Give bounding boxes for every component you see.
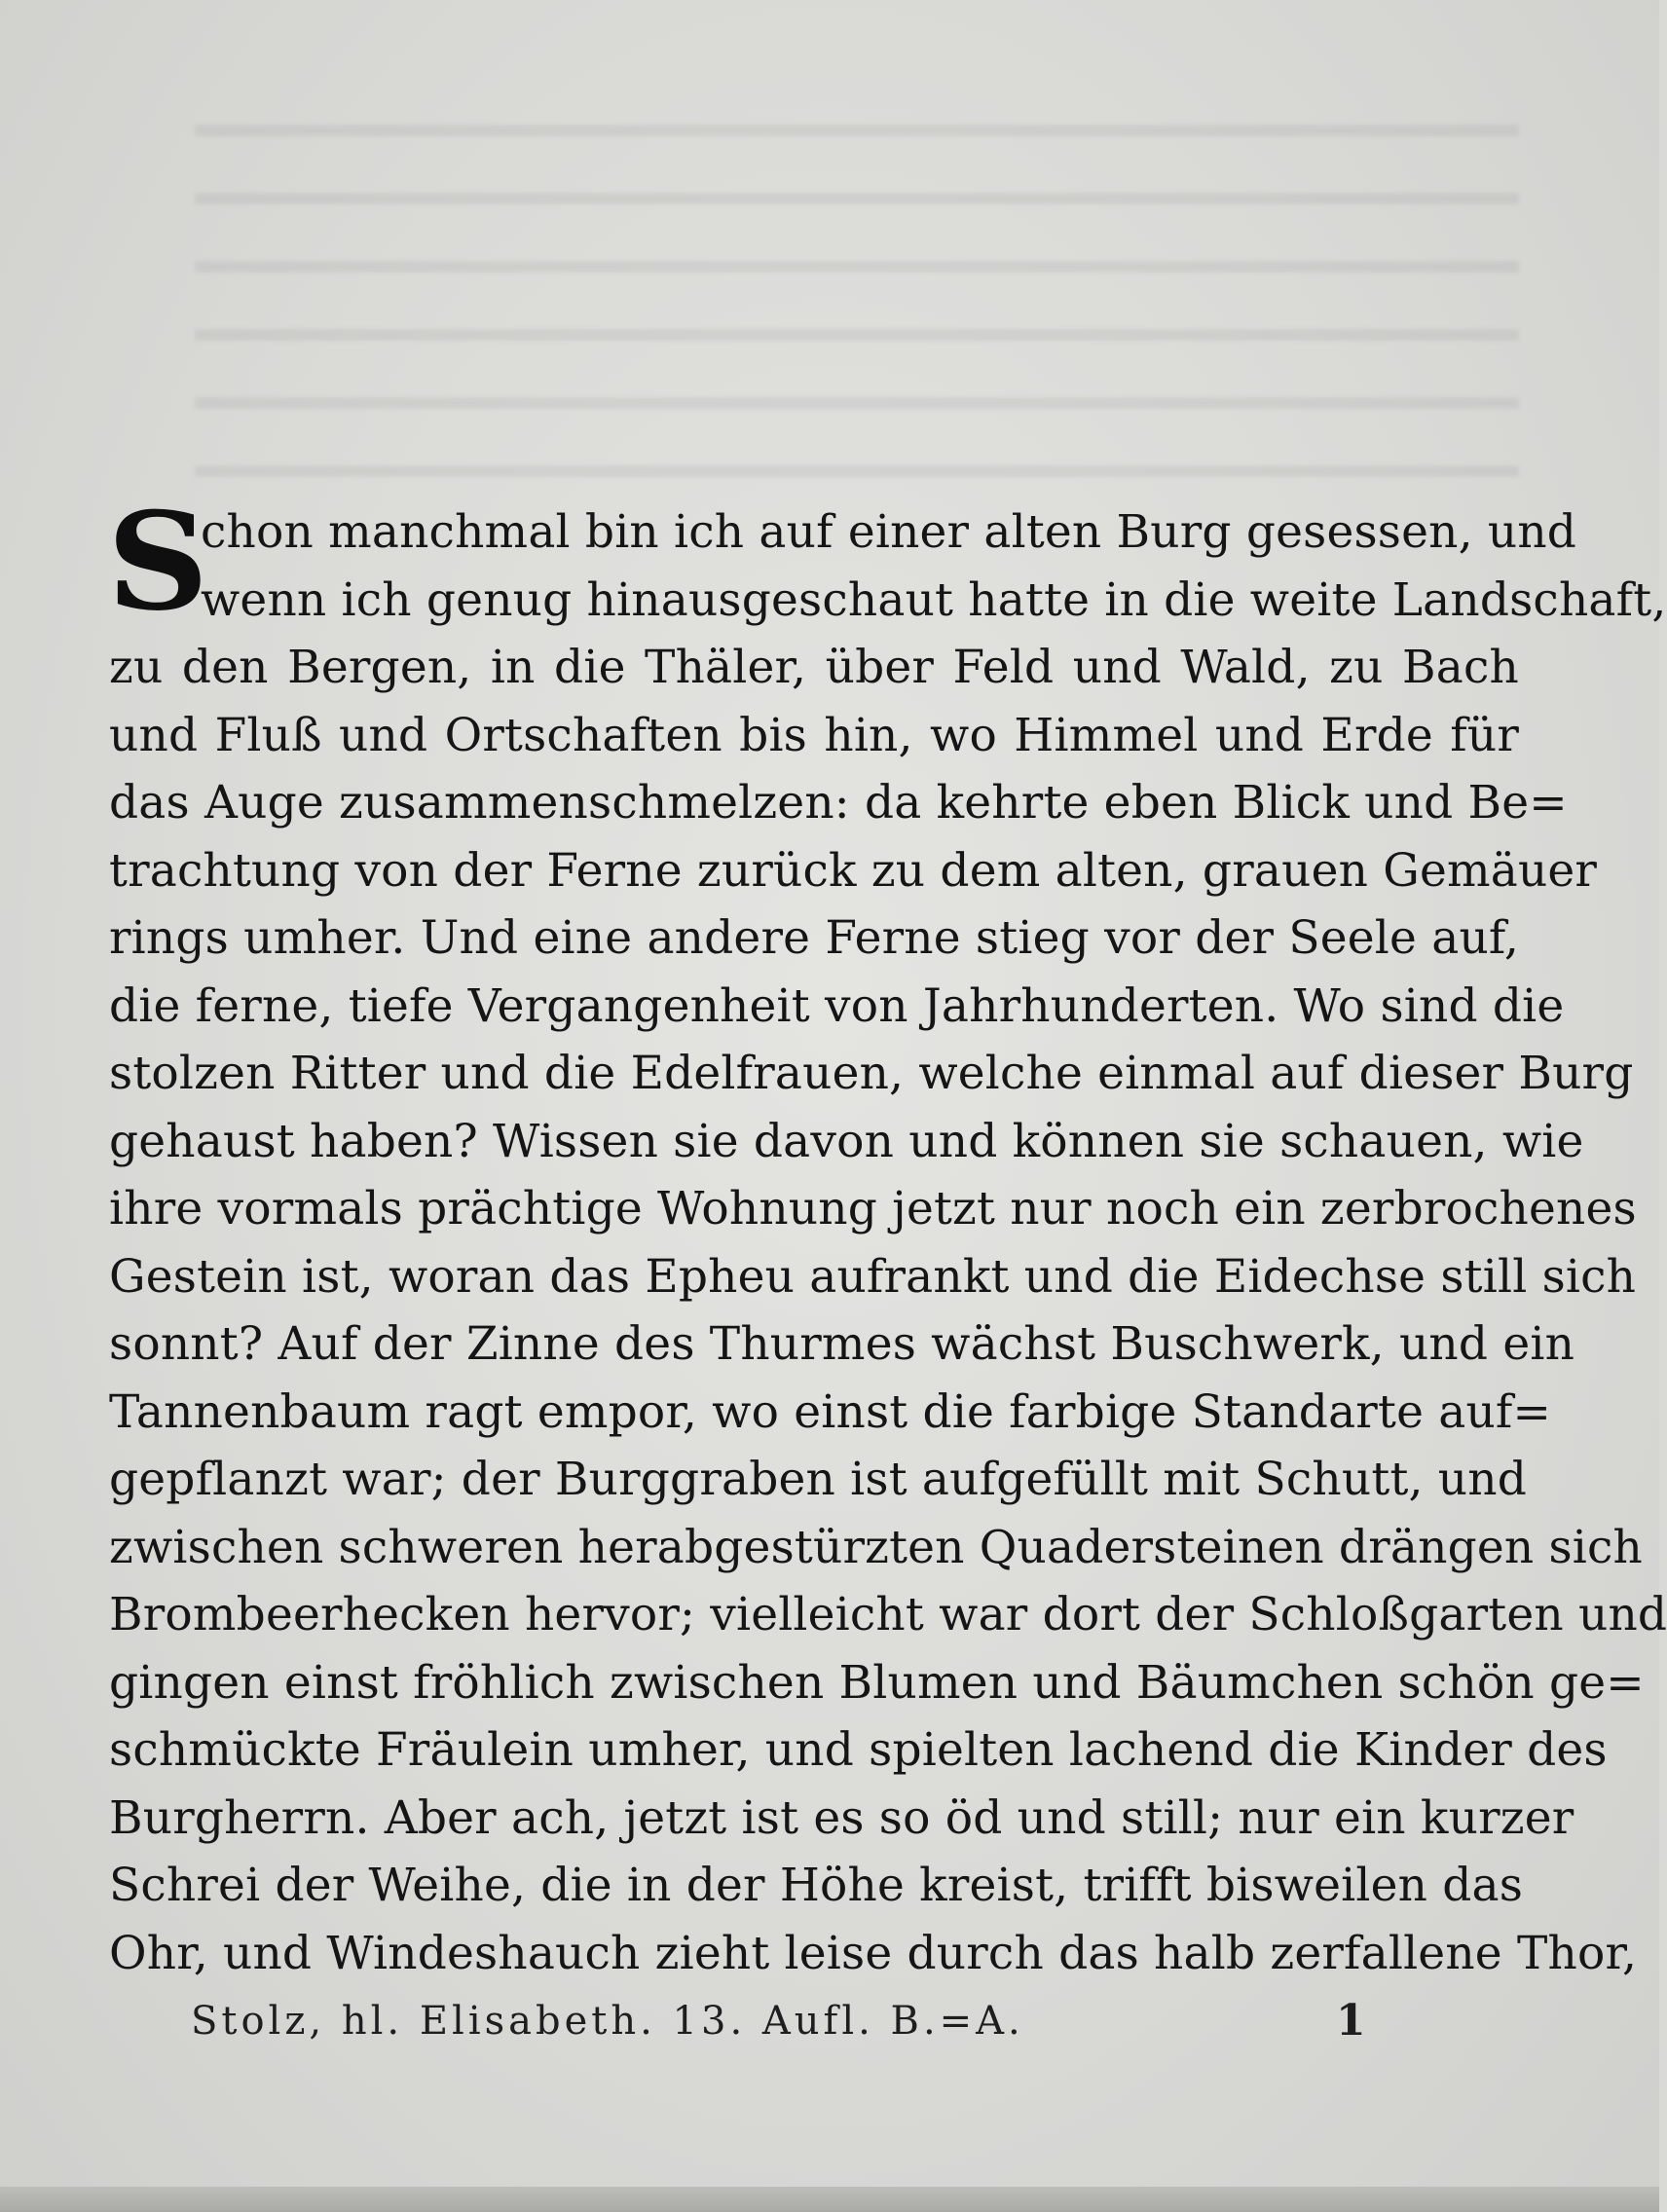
footer-signature: Stolz, hl. Elisabeth. 13. Aufl. B.=A. — [191, 1999, 1024, 2044]
page-number: 1 — [1336, 1996, 1366, 2046]
text-line: und Fluß und Ortschaften bis hin, wo Himmel und Erde für — [109, 708, 1519, 762]
text-line: Schrei der Weihe, die in der Höhe kreist, trifft bisweilen das — [109, 1859, 1524, 1912]
text-line: zwischen schweren herabgestürzten Quadersteinen drängen sich — [109, 1520, 1644, 1574]
text-line: das Auge zusammenschmelzen: da kehrte eben Blick und Be= — [109, 776, 1568, 830]
text-line: schmückte Fräulein umher, und spielten lachend die Kinder des — [109, 1723, 1608, 1777]
text-line: chon manchmal bin ich auf einer alten Burg gesessen, und — [201, 505, 1577, 559]
text-line: gehaust haben? Wissen sie davon und können sie schauen, wie — [109, 1114, 1584, 1168]
text-line: Ohr, und Windeshauch zieht leise durch das halb zerfallene Thor, — [109, 1926, 1638, 1980]
drop-cap-initial: S — [106, 482, 209, 641]
show-through-texture — [195, 78, 1519, 487]
text-line: sonnt? Auf der Zinne des Thurmes wächst Buschwerk, und ein — [109, 1317, 1575, 1371]
text-line: stolzen Ritter und die Edelfrauen, welche einmal auf dieser Burg — [109, 1047, 1634, 1100]
text-line: rings umher. Und eine andere Ferne stieg vor der Seele auf, — [109, 911, 1519, 965]
text-line: trachtung von der Ferne zurück zu dem alten, grauen Gemäuer — [109, 843, 1598, 898]
text-line: wenn ich genug hinausgeschaut hatte in die weite Landschaft, — [201, 572, 1667, 627]
page-bottom-edge — [0, 2187, 1659, 2212]
text-line: gepflanzt war; der Burggraben ist aufgefüllt mit Schutt, und — [109, 1453, 1528, 1506]
text-line: gingen einst fröhlich zwischen Blumen und Bäumchen schön ge= — [109, 1655, 1645, 1710]
text-line: ihre vormals prächtige Wohnung jetzt nur noch ein zerbrochenes — [109, 1182, 1637, 1235]
text-line: Tannenbaum ragt empor, wo einst die farbige Standarte auf= — [109, 1384, 1552, 1439]
text-line: Burgherrn. Aber ach, jetzt ist es so öd und still; nur ein kurzer — [109, 1790, 1574, 1845]
text-line: die ferne, tiefe Vergangenheit von Jahrhunderten. Wo sind die — [109, 978, 1565, 1033]
text-line: zu den Bergen, in die Thäler, über Feld und Wald, zu Bach — [109, 641, 1519, 694]
body-text — [106, 482, 1667, 1987]
text-line: Brombeerhecken hervor; vielleicht war dort der Schloßgarten und — [109, 1588, 1667, 1641]
text-line: Gestein ist, woran das Epheu aufrankt und die Eidechse still sich — [109, 1249, 1637, 1304]
